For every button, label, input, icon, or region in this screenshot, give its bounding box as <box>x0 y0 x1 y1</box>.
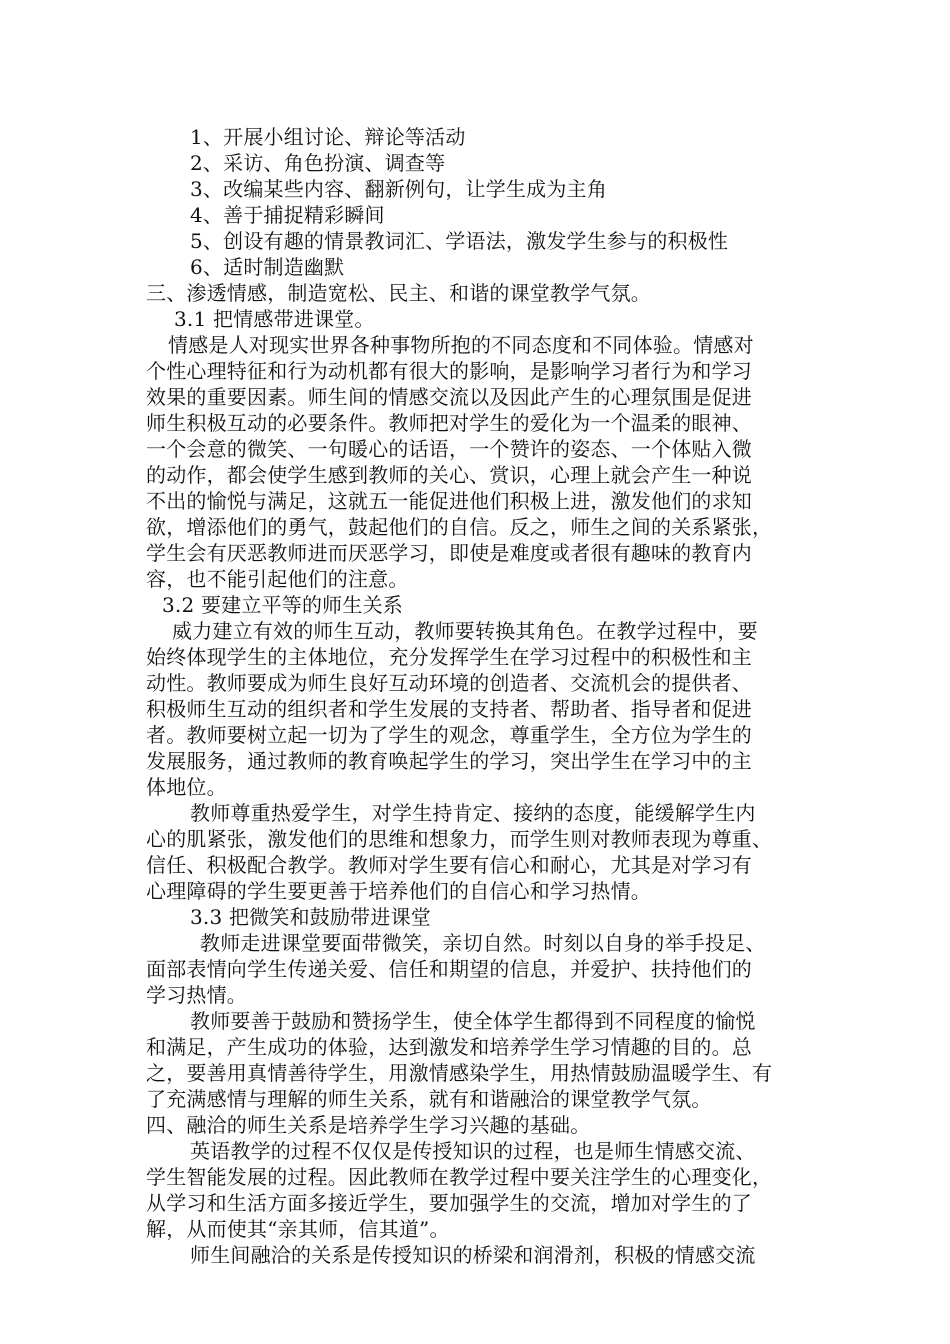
paragraph-line: 学习热情。 <box>146 983 247 1007</box>
paragraph-line: 容，也不能引起他们的注意。 <box>146 567 409 591</box>
list-item-6: 6、适时制造幽默 <box>190 255 345 279</box>
paragraph-line: 积极师生互动的组织者和学生发展的支持者、帮助者、指导者和促进 <box>146 697 752 721</box>
paragraph-line: 教师要善于鼓励和赞扬学生，使全体学生都得到不同程度的愉悦 <box>190 1009 756 1033</box>
section-heading-4: 四、融洽的师生关系是培养学生学习兴趣的基础。 <box>146 1113 591 1137</box>
paragraph-line: 效果的重要因素。师生间的情感交流以及因此产生的心理氛围是促进 <box>146 385 752 409</box>
paragraph-line: 一个会意的微笑、一句暖心的话语，一个赞许的姿态、一个体贴入微 <box>146 437 752 461</box>
paragraph-line: 心理障碍的学生要更善于培养他们的自信心和学习热情。 <box>146 879 651 903</box>
paragraph-line: 不出的愉悦与满足，这就五一能促进他们积极上进，激发他们的求知 <box>146 489 752 513</box>
paragraph-line: 学生智能发展的过程。因此教师在教学过程中要关注学生的心理变化， <box>146 1165 773 1189</box>
paragraph-line: 个性心理特征和行为动机都有很大的影响，是影响学习者行为和学习 <box>146 359 752 383</box>
paragraph-line: 面部表情向学生传递关爱、信任和期望的信息，并爱护、扶持他们的 <box>146 957 752 981</box>
paragraph-line: 体地位。 <box>146 775 227 799</box>
paragraph-line: 师生积极互动的必要条件。教师把对学生的爱化为一个温柔的眼神、 <box>146 411 752 435</box>
paragraph-line: 发展服务，通过教师的教育唤起学生的学习，突出学生在学习中的主 <box>146 749 752 773</box>
paragraph-line: 之，要善用真情善待学生，用激情感染学生，用热情鼓励温暖学生、有 <box>146 1061 773 1085</box>
paragraph-line: 英语教学的过程不仅仅是传授知识的过程，也是师生情感交流、 <box>190 1139 756 1163</box>
list-item-4: 4、善于捕捉精彩瞬间 <box>190 203 385 227</box>
subsection-heading-3-1: 3.1 把情感带进课堂。 <box>174 307 375 331</box>
section-heading-3: 三、渗透情感，制造宽松、民主、和谐的课堂教学气氛。 <box>146 281 651 305</box>
paragraph-line: 师生间融洽的关系是传授知识的桥梁和润滑剂，积极的情感交流 <box>190 1243 756 1267</box>
list-item-2: 2、采访、角色扮演、调查等 <box>190 151 446 175</box>
paragraph-line: 从学习和生活方面多接近学生，要加强学生的交流，增加对学生的了 <box>146 1191 752 1215</box>
paragraph-line: 教师尊重热爱学生，对学生持肯定、接纳的态度，能缓解学生内 <box>190 801 756 825</box>
paragraph-line: 威力建立有效的师生互动，教师要转换其角色。在教学过程中，要 <box>172 619 758 643</box>
paragraph-line: 了充满感情与理解的师生关系，就有和谐融洽的课堂教学气氛。 <box>146 1087 712 1111</box>
subsection-heading-3-2: 3.2 要建立平等的师生关系 <box>162 593 403 617</box>
paragraph-line: 解，从而使其“亲其师，信其道”。 <box>146 1217 450 1241</box>
paragraph-line: 的动作，都会使学生感到教师的关心、赏识，心理上就会产生一种说 <box>146 463 752 487</box>
list-item-1: 1、开展小组讨论、辩论等活动 <box>190 125 466 149</box>
paragraph-line: 动性。教师要成为师生良好互动环境的创造者、交流机会的提供者、 <box>146 671 752 695</box>
paragraph-line: 信任、积极配合教学。教师对学生要有信心和耐心，尤其是对学习有 <box>146 853 752 877</box>
paragraph-line: 心的肌紧张，激发他们的思维和想象力，而学生则对教师表现为尊重、 <box>146 827 773 851</box>
paragraph-line: 者。教师要树立起一切为了学生的观念，尊重学生，全方位为学生的 <box>146 723 752 747</box>
paragraph-line: 和满足，产生成功的体验，达到激发和培养学生学习情趣的目的。总 <box>146 1035 752 1059</box>
list-item-5: 5、创设有趣的情景教词汇、学语法，激发学生参与的积极性 <box>190 229 729 253</box>
paragraph-line: 学生会有厌恶教师进而厌恶学习，即使是难度或者很有趣味的教育内 <box>146 541 752 565</box>
list-item-3: 3、改编某些内容、翻新例句，让学生成为主角 <box>190 177 607 201</box>
paragraph-line: 始终体现学生的主体地位，充分发挥学生在学习过程中的积极性和主 <box>146 645 752 669</box>
subsection-heading-3-3: 3.3 把微笑和鼓励带进课堂 <box>190 905 431 929</box>
paragraph-line: 情感是人对现实世界各种事物所抱的不同态度和不同体验。情感对 <box>168 333 754 357</box>
paragraph-line: 教师走进课堂要面带微笑，亲切自然。时刻以自身的举手投足、 <box>200 931 766 955</box>
paragraph-line: 欲，增添他们的勇气，鼓起他们的自信。反之，师生之间的关系紧张， <box>146 515 773 539</box>
